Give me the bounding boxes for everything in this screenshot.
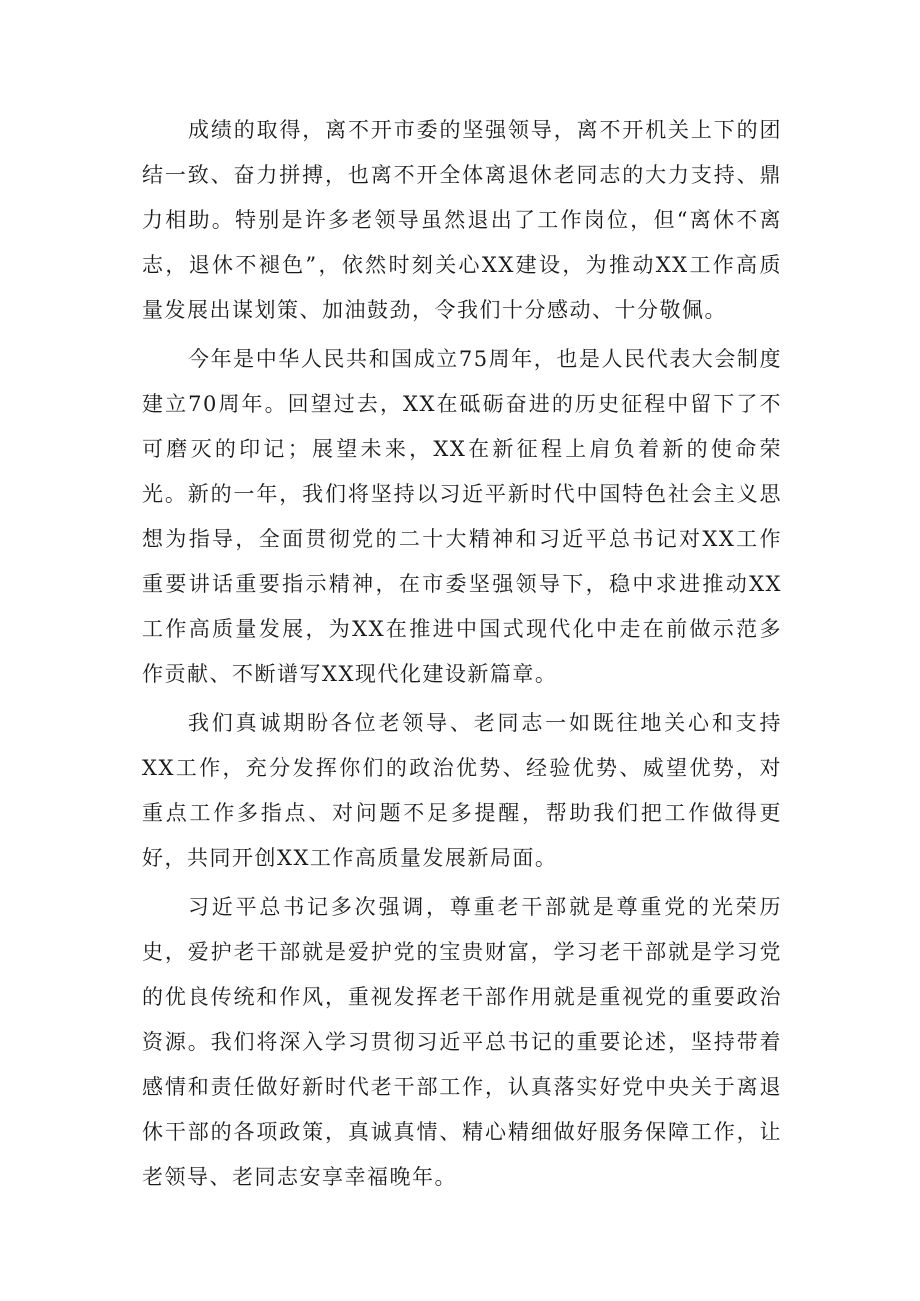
paragraph-2: 今年是中华人民共和国成立75周年，也是人民代表大会制度建立70周年。回望过去，XX在砥砺奋进的历史征程中留下了不可磨灭的印记；展望未来，XX在新征程上肩负着新的使命荣光。新的一年，我们将坚持以习近平新时代中国特色社会主义思想为指导，全面贯彻党的二十大精神和习近平总书记对XX工作重要讲话重要指示精神，在市委坚强领导下，稳中求进推动XX工作高质量发展，为XX在推进中国式现代化中走在前做示范多作贡献、不断谱写XX现代化建设新篇章。	[142, 347, 782, 686]
paragraph-4: 习近平总书记多次强调，尊重老干部就是尊重党的光荣历史，爱护老干部就是爱护党的宝贵财富，学习老干部就是学习党的优良传统和作风，重视发挥老干部作用就是重视党的重要政治资源。我们将深入学习贯彻习近平总书记的重要论述，坚持带着感情和责任做好新时代老干部工作，认真落实好党中央关于离退休干部的各项政策，真诚真情、精心精细做好服务保障工作，让老领导、老同志安享幸福晚年。	[142, 895, 782, 1189]
paragraph-3: 我们真诚期盼各位老领导、老同志一如既往地关心和支持XX工作，充分发挥你们的政治优势、经验优势、威望优势，对重点工作多指点、对问题不足多提醒，帮助我们把工作做得更好，共同开创XX工作高质量发展新局面。	[142, 711, 782, 870]
paragraph-1: 成绩的取得，离不开市委的坚强领导，离不开机关上下的团结一致、奋力拼搏，也离不开全体离退休老同志的大力支持、鼎力相助。特别是许多老领导虽然退出了工作岗位，但“离休不离志，退休不褪色”，依然时刻关心XX建设，为推动XX工作高质量发展出谋划策、加油鼓劲，令我们十分感动、十分敬佩。	[142, 118, 782, 322]
document-body	[142, 108, 782, 1204]
